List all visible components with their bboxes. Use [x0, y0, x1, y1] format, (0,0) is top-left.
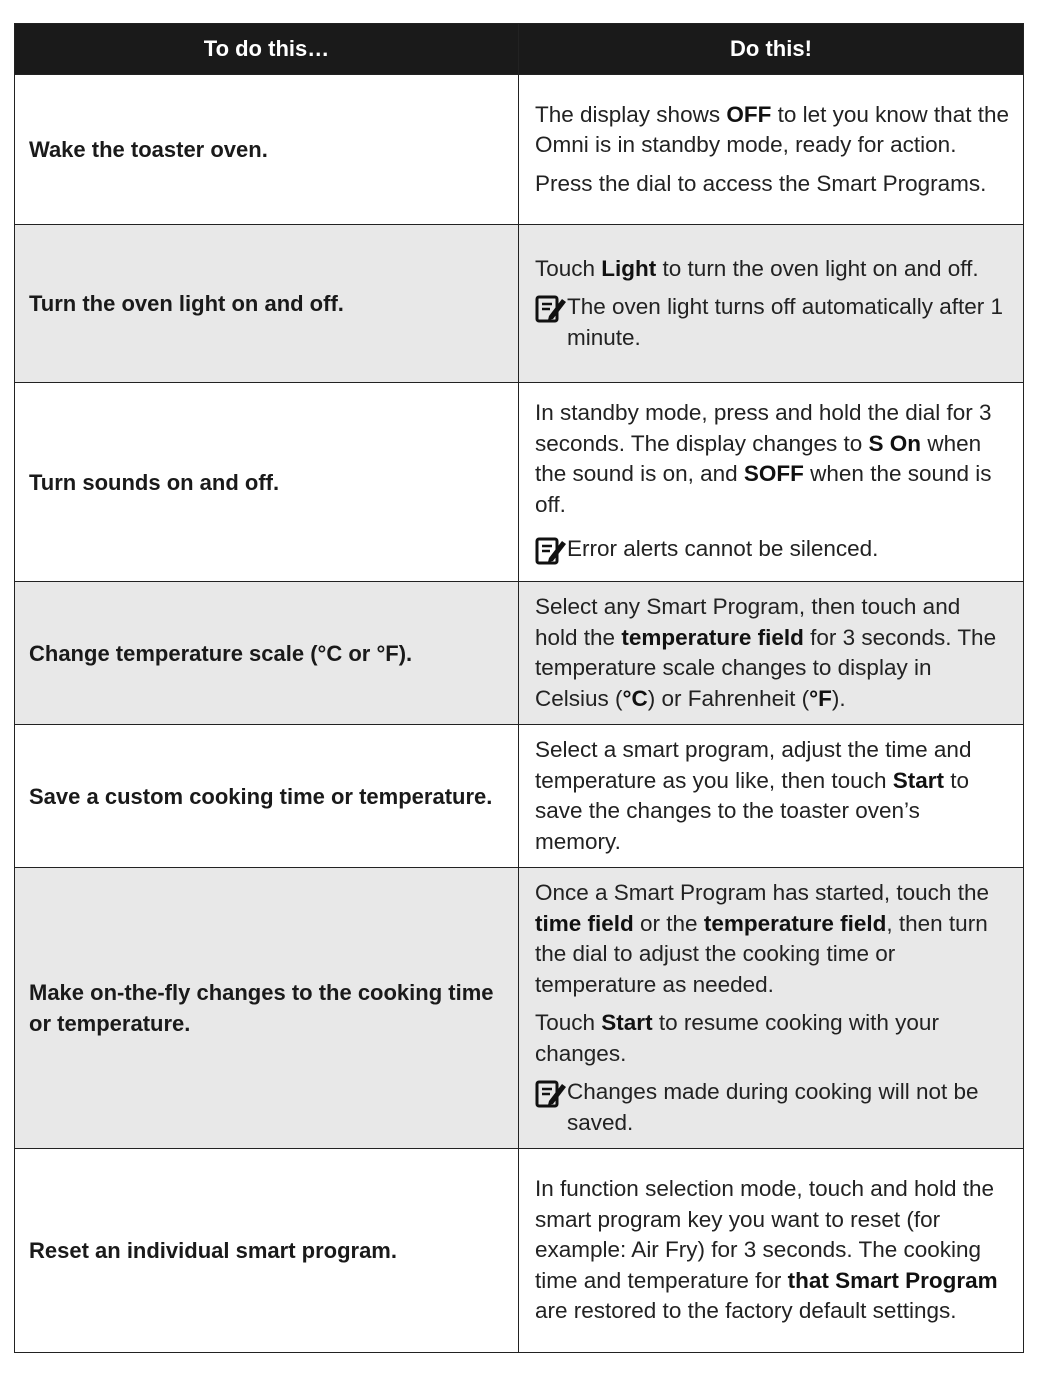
header-to-do-this: To do this… — [15, 24, 519, 75]
header-do-this: Do this! — [519, 24, 1024, 75]
description-text — [535, 1174, 1009, 1327]
text-run: to resume cooking with your changes. — [535, 1010, 939, 1066]
action-cell: Wake the toaster oven. — [15, 75, 519, 225]
note-pencil-icon — [535, 1079, 567, 1109]
bold-term: °C — [622, 685, 648, 711]
text-run: The display shows — [535, 101, 727, 127]
text-run: ) or Fahrenheit ( — [647, 685, 810, 711]
bold-term: S On — [868, 430, 922, 456]
text-run: Select a smart program, adjust the time and temperature as you like, then touch — [535, 737, 972, 793]
description-cell — [519, 725, 1024, 868]
text-run: Touch — [535, 255, 602, 281]
action-cell: Reset an individual smart program. — [15, 1149, 519, 1353]
table-row — [15, 582, 1024, 725]
note — [535, 1077, 1009, 1138]
description-cell — [519, 225, 1024, 383]
description-text — [535, 254, 1009, 285]
text-run: when the sound is off. — [535, 461, 992, 517]
instructions-table — [14, 23, 1024, 1353]
description-text — [535, 1008, 1009, 1069]
description-text — [535, 878, 1009, 1000]
note-text: The oven light turns off automatically after 1 minute. — [567, 294, 1004, 350]
text-run: In function selection mode, touch and hold the smart program key you want to reset (for example: Air Fry) for 3 seconds. The cooking time and temperature for — [535, 1176, 995, 1293]
text-run: when the sound is on, and — [535, 430, 982, 486]
table-row — [15, 225, 1024, 383]
note — [535, 534, 1009, 566]
bold-term: °F — [809, 685, 832, 711]
bold-term: Light — [601, 255, 657, 281]
description-text — [535, 398, 1009, 520]
bold-term: SOFF — [743, 461, 804, 486]
description-text — [535, 100, 1009, 161]
bold-term: OFF — [726, 101, 772, 127]
text-run: or the — [633, 910, 704, 936]
bold-term: that Smart Program — [787, 1267, 998, 1293]
description-cell — [519, 868, 1024, 1149]
table-header — [15, 24, 1024, 75]
description-text — [535, 592, 1009, 714]
bold-term: Start — [892, 767, 944, 793]
description-text: Press the dial to access the Smart Programs. — [535, 170, 987, 196]
table-row — [15, 868, 1024, 1149]
action-cell: Save a custom cooking time or temperature. — [15, 725, 519, 868]
description-cell — [519, 75, 1024, 225]
table-row — [15, 75, 1024, 225]
bold-term: Start — [601, 1010, 653, 1035]
text-run: to turn the oven light on and off. — [656, 255, 979, 281]
text-run: Select any Smart Program, then touch and hold the — [535, 594, 961, 650]
action-cell: Turn sounds on and off. — [15, 383, 519, 582]
description-cell — [519, 1149, 1024, 1353]
table-row — [15, 383, 1024, 582]
text-run: , then turn the dial to adjust the cooking time or temperature as needed. — [535, 910, 988, 997]
text-run: are restored to the factory default settings. — [535, 1298, 957, 1324]
description-cell — [519, 383, 1024, 582]
text-run: Once a Smart Program has started, touch the — [535, 880, 989, 905]
note-pencil-icon — [535, 294, 567, 324]
table-row — [15, 1149, 1024, 1353]
text-run: In standby mode, press and hold the dial for 3 seconds. The display changes to — [535, 400, 992, 456]
action-cell: Make on-the-fly changes to the cooking time or temperature. — [15, 868, 519, 1149]
bold-term: temperature field — [703, 910, 887, 936]
action-cell: Change temperature scale (°C or °F). — [15, 582, 519, 725]
text-run: to let you know that the Omni is in standby mode, ready for action. — [535, 101, 1009, 158]
action-cell: Turn the oven light on and off. — [15, 225, 519, 383]
bold-term: temperature field — [621, 624, 804, 650]
text-run: to save the changes to the toaster oven’s memory. — [535, 767, 970, 854]
text-run: Touch — [535, 1010, 602, 1035]
table-row — [15, 725, 1024, 868]
text-run: for 3 seconds. The temperature scale changes to display in Celsius ( — [535, 624, 997, 711]
note-pencil-icon — [535, 536, 567, 566]
note-text: Error alerts cannot be silenced. — [567, 536, 879, 561]
note-text: Changes made during cooking will not be saved. — [567, 1079, 979, 1135]
description-cell — [519, 582, 1024, 725]
text-run: ). — [831, 685, 846, 711]
bold-term: time field — [535, 910, 634, 936]
description-text — [535, 735, 1009, 857]
note — [535, 292, 1009, 353]
